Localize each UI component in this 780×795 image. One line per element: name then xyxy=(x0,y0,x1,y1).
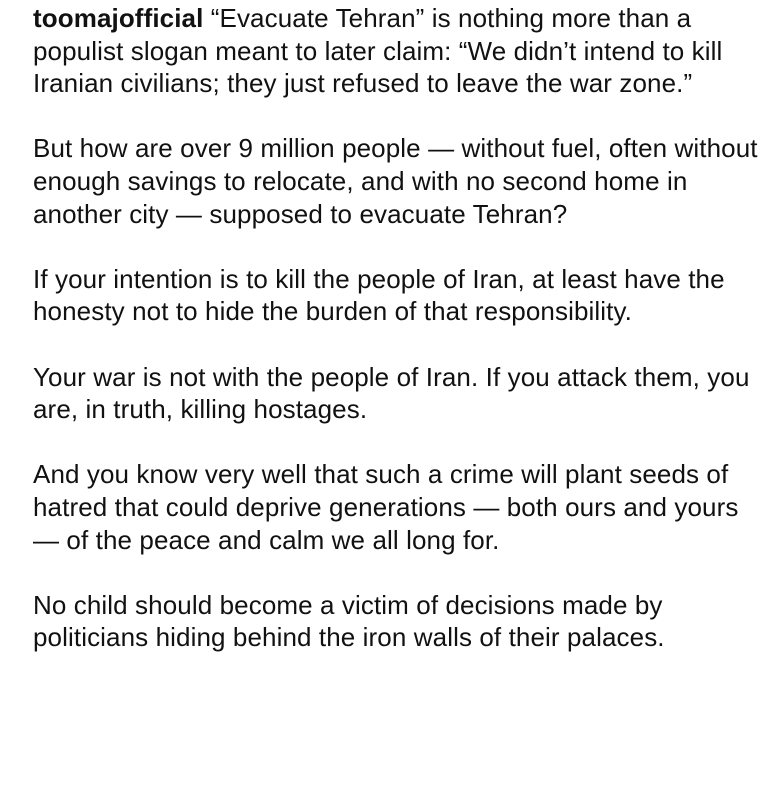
caption-paragraph-1 xyxy=(33,2,763,100)
caption-paragraph-5: And you know very well that such a crime will plant seeds of hatred that could deprive generations — both ours and yours — of the peace and calm we all long for. xyxy=(33,459,739,555)
caption-text: “Evacuate Tehran” is nothing more than a populist slogan meant to later claim: “We didn’t intend to kill Iranian civilians; they just refused to leave the war zone.” xyxy=(33,3,723,99)
caption-paragraph-2: But how are over 9 million people — without fuel, often without enough savings to relocate, and with no second home in another city — supposed to evacuate Tehran? xyxy=(33,133,758,229)
caption-paragraph-6: No child should become a victim of decisions made by politicians hiding behind the iron walls of their palaces. xyxy=(33,589,665,653)
caption-paragraph-3: If your intention is to kill the people of Iran, at least have the honesty not to hide the burden of that responsibility. xyxy=(33,263,725,327)
username-link[interactable]: toomajofficial xyxy=(33,3,204,33)
caption-paragraph-4: Your war is not with the people of Iran. If you attack them, you are, in truth, killing hostages. xyxy=(33,361,750,425)
post-caption xyxy=(33,2,763,654)
